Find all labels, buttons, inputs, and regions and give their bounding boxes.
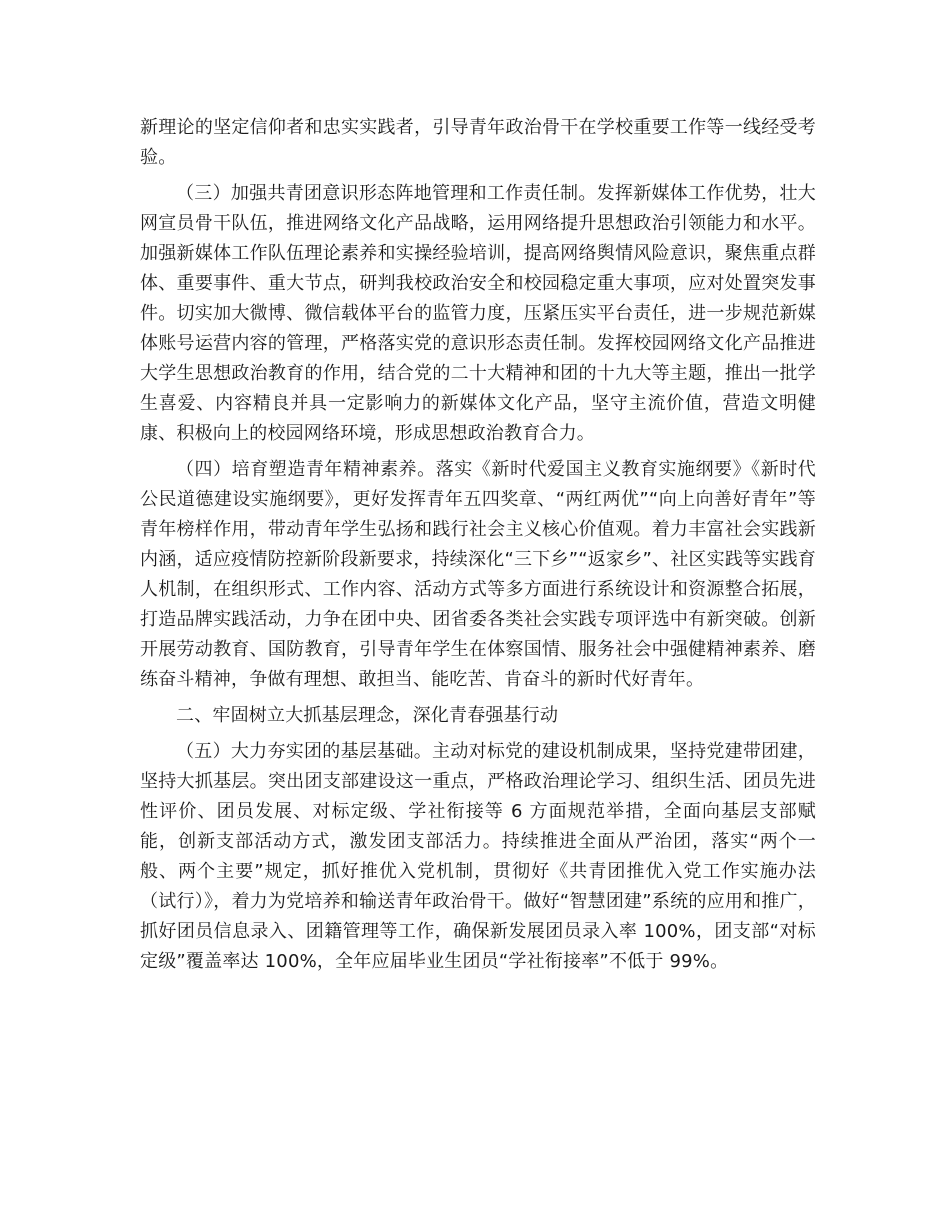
document-body (140, 113, 816, 983)
section-heading: 二、牢固树立大抓基层理念，深化青春强基行动 (176, 705, 559, 726)
paragraph-section-5: （五）大力夯实团的基层基础。主动对标党的建设机制成果，坚持党建带团建，坚持大抓基层。突出团支部建设这一重点，严格政治理论学习、组织生活、团员先进性评价、团员发展、对标定级、学社衔接等 6 方面规范举措，全面向基层支部赋能，创新支部活动方式，激发团支部活力。持续推进全面从严治团，落实“两个一般、两个主要”规定，抓好推优入党机制，贯彻好《共青团推优入党工作实施办法（试行）》，着力为党培养和输送青年政治骨干。做好“智慧团建”系统的应用和推广，抓好团员信息录入、团籍管理等工作，确保新发展团员录入率 100%，团支部“对标定级”覆盖率达 100%，全年应届毕业生团员“学社衔接率”不低于 99%。 (140, 741, 816, 972)
paragraph-section-3: （三）加强共青团意识形态阵地管理和工作责任制。发挥新媒体工作优势，壮大网宣员骨干队伍，推进网络文化产品战略，运用网络提升思想政治引领能力和水平。加强新媒体工作队伍理论素养和实操经验培训，提高网络舆情风险意识，聚焦重点群体、重要事件、重大节点，研判我校政治安全和校园稳定重大事项，应对处置突发事件。切实加大微博、微信载体平台的监管力度，压紧压实平台责任，进一步规范新媒体账号运营内容的管理，严格落实党的意识形态责任制。发挥校园网络文化产品推进大学生思想政治教育的作用，结合党的二十大精神和团的十九大等主题，推出一批学生喜爱、内容精良并具一定影响力的新媒体文化产品，坚守主流价值，营造文明健康、积极向上的校园网络环境，形成思想政治教育合力。 (140, 183, 816, 444)
paragraph-section-4: （四）培育塑造青年精神素养。落实《新时代爱国主义教育实施纲要》《新时代公民道德建设实施纲要》，更好发挥青年五四奖章、“两红两优”“向上向善好青年”等青年榜样作用，带动青年学生弘扬和践行社会主义核心价值观。着力丰富社会实践新内涵，适应疫情防控新阶段新要求，持续深化“三下乡”“返家乡”、社区实践等实践育人机制，在组织形式、工作内容、活动方式等多方面进行系统设计和资源整合拓展，打造品牌实践活动，力争在团中央、团省委各类社会实践专项评选中有新突破。创新开展劳动教育、国防教育，引导青年学生在体察国情、服务社会中强健精神素养、磨练奋斗精神，争做有理想、敢担当、能吃苦、肯奋斗的新时代好青年。 (140, 459, 816, 690)
paragraph-continuation: 新理论的坚定信仰者和忠实实践者，引导青年政治骨干在学校重要工作等一线经受考验。 (140, 117, 816, 168)
